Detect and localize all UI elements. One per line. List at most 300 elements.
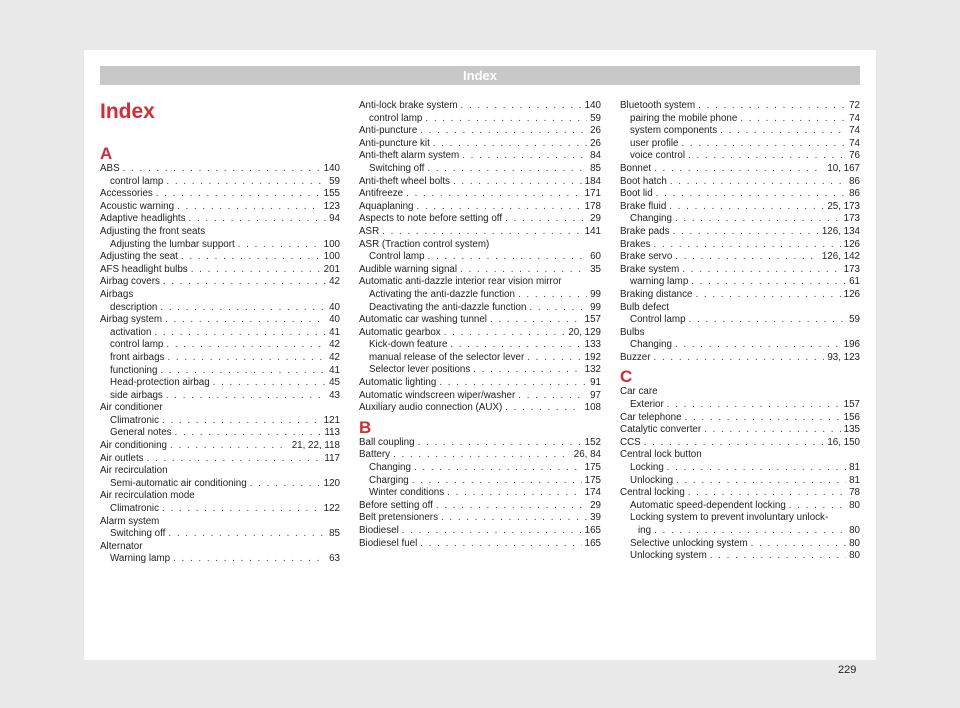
dot-leader: [406, 188, 582, 201]
dot-leader: [170, 440, 289, 453]
entry-term: warning lamp: [630, 276, 689, 288]
entry-term: Brakes: [620, 238, 651, 250]
entry-term: Climatronic: [110, 414, 159, 426]
entry-term: Climatronic: [110, 503, 159, 515]
entry-term: Bonnet: [620, 162, 652, 174]
index-entry: [359, 538, 601, 551]
entry-term: Anti-theft alarm system: [359, 150, 460, 162]
entry-page-ref: 132: [584, 364, 601, 376]
dot-leader: [177, 201, 321, 214]
dot-leader: [238, 239, 321, 252]
index-entry: [100, 201, 340, 214]
dot-leader: [444, 327, 566, 340]
dot-leader: [123, 163, 321, 176]
index-entry: [620, 264, 860, 277]
entry-term: description: [110, 301, 158, 313]
entry-term: Selective unlocking system: [630, 537, 748, 549]
entry-term: Charging: [369, 474, 409, 486]
entry-page-ref: 175: [584, 462, 601, 474]
dot-leader: [420, 538, 581, 551]
dot-leader: [189, 213, 327, 226]
entry-page-ref: 135: [843, 424, 860, 436]
dot-leader: [644, 437, 825, 450]
dot-leader: [654, 525, 846, 538]
dot-leader: [175, 427, 322, 440]
entry-term: ASR (Traction control system): [359, 238, 490, 250]
index-entry: [620, 163, 860, 176]
entry-page-ref: 117: [324, 452, 340, 464]
entry-page-ref: 175: [584, 474, 601, 486]
entry-page-ref: 165: [584, 525, 601, 536]
entry-term: Aspects to note before setting off: [359, 213, 503, 225]
entry-page-ref: 40: [329, 314, 340, 326]
index-entry: [620, 289, 860, 302]
dot-leader: [688, 150, 846, 163]
dot-leader: [436, 500, 587, 513]
entry-page-ref: 196: [843, 339, 860, 351]
dot-leader: [667, 462, 846, 475]
entry-page-ref: 99: [590, 301, 601, 313]
entry-page-ref: 157: [843, 399, 860, 411]
index-entry: [620, 386, 860, 399]
index-column-1: [100, 141, 340, 566]
index-entry: [359, 264, 601, 277]
dot-leader: [698, 100, 846, 113]
index-entry: [100, 415, 340, 428]
entry-term: Anti-puncture: [359, 125, 418, 137]
entry-page-ref: 76: [849, 150, 860, 162]
dot-leader: [412, 475, 582, 488]
index-entry: [359, 500, 601, 513]
entry-page-ref: 108: [584, 402, 601, 414]
index-entry: [100, 327, 340, 340]
entry-term: Brake fluid: [620, 200, 667, 212]
entry-term: Deactivating the anti-dazzle function: [369, 301, 527, 313]
dot-leader: [428, 251, 588, 264]
entry-page-ref: 60: [590, 251, 601, 263]
entry-page-ref: 72: [849, 100, 860, 111]
entry-page-ref: 29: [590, 499, 601, 511]
entry-term: Braking distance: [620, 288, 693, 300]
entry-page-ref: 141: [584, 225, 601, 237]
entry-term: Semi-automatic air conditioning: [110, 477, 247, 489]
entry-page-ref: 174: [584, 487, 601, 499]
entry-term: Airbag system: [100, 314, 163, 326]
entry-term: Boot lid: [620, 188, 653, 200]
dot-leader: [462, 150, 587, 163]
entry-term: Warning lamp: [110, 553, 171, 565]
index-entry: [620, 113, 860, 126]
dot-leader: [147, 453, 322, 466]
index-entry: [359, 201, 601, 214]
entry-page-ref: 45: [329, 377, 340, 389]
index-entry: [100, 490, 340, 503]
entry-page-ref: 41: [329, 326, 340, 338]
dot-leader: [168, 528, 326, 541]
dot-leader: [402, 525, 582, 538]
entry-page-ref: 91: [590, 377, 601, 389]
index-entry: [100, 390, 340, 403]
index-entry: [359, 364, 601, 377]
entry-term: Central locking: [620, 487, 685, 499]
entry-term: Activating the anti-dazzle function: [369, 288, 515, 300]
entry-term: Acoustic warning: [100, 200, 175, 212]
index-entry: [100, 239, 340, 252]
entry-page-ref: 173: [843, 213, 860, 225]
dot-leader: [181, 251, 321, 264]
entry-page-ref: 81: [849, 474, 860, 486]
entry-term: control lamp: [110, 339, 164, 351]
entry-term: Biodiesel: [359, 525, 399, 536]
dot-leader: [751, 538, 846, 551]
entry-term: Auxiliary audio connection (AUX): [359, 402, 503, 414]
entry-term: Boot hatch: [620, 175, 667, 187]
index-entry: [620, 352, 860, 365]
index-entry: [100, 251, 340, 264]
index-entry: [100, 365, 340, 378]
entry-page-ref: 84: [590, 150, 601, 162]
index-entry: [620, 487, 860, 500]
dot-leader: [675, 251, 819, 264]
entry-page-ref: 74: [849, 137, 860, 149]
entry-page-ref: 126, 142: [821, 251, 860, 263]
index-entry: [100, 427, 340, 440]
entry-term: Airbags: [100, 288, 134, 300]
index-entry: [359, 100, 601, 113]
entry-page-ref: 61: [849, 276, 860, 288]
entry-term: Brake servo: [620, 251, 673, 263]
entry-term: Air recirculation: [100, 465, 168, 477]
entry-term: Alarm system: [100, 515, 160, 527]
index-entry: [100, 352, 340, 365]
index-entry: [100, 276, 340, 289]
entry-term: Automatic speed-dependent locking: [630, 499, 786, 511]
dot-leader: [676, 475, 846, 488]
entry-term: Switching off: [369, 162, 425, 174]
entry-page-ref: 126: [843, 288, 860, 300]
index-entry: [620, 302, 860, 315]
dot-leader: [453, 176, 582, 189]
index-letter-heading: A: [100, 144, 113, 163]
entry-page-ref: 133: [584, 339, 601, 351]
index-entry: [359, 226, 601, 239]
entry-term: Bulb defect: [620, 301, 670, 313]
index-entry: [620, 512, 860, 525]
dot-leader: [518, 390, 587, 403]
entry-term: Biodiesel fuel: [359, 537, 418, 549]
dot-leader: [166, 390, 326, 403]
dot-leader: [654, 163, 824, 176]
entry-page-ref: 59: [329, 175, 340, 187]
dot-leader: [450, 339, 581, 352]
entry-term: Brake pads: [620, 225, 670, 237]
index-entry: [100, 188, 340, 201]
index-entry: [100, 516, 340, 529]
dot-leader: [505, 402, 581, 415]
entry-page-ref: 78: [849, 487, 860, 499]
entry-page-ref: 74: [849, 112, 860, 124]
entry-term: Car care: [620, 386, 658, 398]
index-entry: [359, 125, 601, 138]
entry-page-ref: 113: [324, 427, 340, 439]
header-bar: Index: [100, 66, 860, 85]
index-entry: [100, 289, 340, 302]
entry-page-ref: 156: [843, 411, 860, 423]
dot-leader: [720, 125, 846, 138]
entry-term: Adjusting the lumbar support: [110, 238, 235, 250]
dot-leader: [670, 176, 846, 189]
dot-leader: [681, 138, 846, 151]
entry-page-ref: 26, 84: [573, 449, 601, 461]
index-entry: [100, 453, 340, 466]
entry-term: Changing: [630, 213, 672, 225]
index-entry: [100, 377, 340, 390]
index-entry: [100, 302, 340, 315]
entry-page-ref: 42: [329, 339, 340, 351]
entry-page-ref: 123: [323, 200, 340, 212]
index-entry: [359, 239, 601, 252]
entry-page-ref: 140: [323, 163, 340, 174]
index-letter-heading: C: [620, 367, 633, 387]
index-entry: [620, 437, 860, 450]
dot-leader: [654, 352, 825, 365]
dot-leader: [740, 113, 846, 126]
index-entry: [620, 100, 860, 113]
entry-page-ref: 86: [849, 175, 860, 187]
dot-leader: [418, 437, 582, 450]
index-entry: [359, 475, 601, 488]
entry-page-ref: 59: [590, 112, 601, 124]
entry-term: Bulbs: [620, 326, 645, 338]
entry-page-ref: 201: [323, 263, 340, 275]
entry-page-ref: 152: [584, 436, 601, 448]
entry-term: Exterior: [630, 399, 664, 411]
entry-page-ref: 99: [590, 288, 601, 300]
index-letter-heading: B: [359, 417, 372, 437]
entry-term: Control lamp: [369, 251, 425, 263]
entry-term: system components: [630, 125, 718, 137]
index-entry: [620, 213, 860, 226]
entry-page-ref: 21, 22, 118: [291, 440, 340, 452]
dot-leader: [441, 512, 587, 525]
index-entry: [359, 289, 601, 302]
index-entry: [359, 176, 601, 189]
entry-page-ref: 157: [584, 314, 601, 326]
entry-page-ref: 26: [590, 125, 601, 137]
index-column-3: [620, 100, 860, 563]
entry-term: Adjusting the front seats: [100, 225, 206, 237]
index-entry: [100, 314, 340, 327]
entry-term: Audible warning signal: [359, 263, 458, 275]
entry-term: Central lock button: [620, 449, 702, 461]
index-entry: [100, 528, 340, 541]
entry-page-ref: 80: [849, 537, 860, 549]
index-entry: [100, 553, 340, 566]
index-entry: [620, 188, 860, 201]
entry-page-ref: 94: [329, 213, 340, 225]
index-entry: [100, 440, 340, 453]
entry-term: Kick-down feature: [369, 339, 448, 351]
entry-term: Unlocking: [630, 474, 674, 486]
entry-term: Adjusting the seat: [100, 251, 178, 263]
index-entry: [100, 478, 340, 491]
index-entry: [620, 339, 860, 352]
entry-term: Airbag covers: [100, 276, 160, 288]
entry-page-ref: 85: [590, 162, 601, 174]
page-number: 229: [838, 664, 857, 676]
index-entry: [359, 113, 601, 126]
index-entry: [359, 487, 601, 500]
dot-leader: [473, 364, 581, 377]
entry-page-ref: 42: [329, 351, 340, 363]
dot-leader: [166, 176, 326, 189]
index-entry: [620, 226, 860, 239]
index-entry: [359, 213, 601, 226]
dot-leader: [163, 276, 326, 289]
entry-term: pairing the mobile phone: [630, 112, 738, 124]
dot-leader: [414, 462, 582, 475]
dot-leader: [505, 213, 587, 226]
index-entry: [100, 402, 340, 415]
dot-leader: [527, 352, 581, 365]
index-entry: [359, 339, 601, 352]
index-entry: [620, 550, 860, 563]
index-entry: [620, 462, 860, 475]
dot-leader: [691, 276, 846, 289]
entry-term: ABS: [100, 163, 120, 174]
index-entry: [620, 525, 860, 538]
index-entry: [359, 390, 601, 403]
dot-leader: [689, 314, 847, 327]
index-entry: [620, 412, 860, 425]
dot-leader: [162, 503, 321, 516]
index-entry: [359, 138, 601, 151]
entry-term: Catalytic converter: [620, 424, 702, 436]
entry-term: Battery: [359, 449, 391, 461]
index-entry: [100, 176, 340, 189]
index-entry: [100, 503, 340, 516]
index-entry: [359, 276, 601, 289]
entry-page-ref: 26: [590, 137, 601, 149]
dot-leader: [654, 239, 841, 252]
entry-page-ref: 16, 150: [827, 436, 860, 448]
dot-leader: [156, 188, 321, 201]
index-entry: [620, 150, 860, 163]
entry-term: Anti-puncture kit: [359, 137, 430, 149]
index-entry: [359, 163, 601, 176]
entry-term: Automatic car washing tunnel: [359, 314, 487, 326]
index-entry: [620, 138, 860, 151]
entry-page-ref: 155: [323, 188, 340, 200]
dot-leader: [529, 302, 587, 315]
entry-term: Air conditioner: [100, 402, 163, 414]
entry-page-ref: 59: [849, 314, 860, 326]
entry-term: side airbags: [110, 389, 163, 401]
entry-page-ref: 192: [584, 351, 601, 363]
index-entry: [620, 201, 860, 214]
entry-page-ref: 126: [843, 238, 860, 250]
entry-term: Car telephone: [620, 411, 682, 423]
dot-leader: [166, 339, 326, 352]
entry-term: Automatic anti-dazzle interior rear vision mirror: [359, 276, 562, 288]
entry-page-ref: 100: [323, 251, 340, 263]
dot-leader: [789, 500, 846, 513]
index-entry: [359, 402, 601, 415]
index-entry: [359, 437, 601, 450]
entry-term: Automatic windscreen wiper/washer: [359, 389, 516, 401]
dot-leader: [461, 100, 582, 113]
dot-leader: [460, 264, 587, 277]
index-entry: [359, 352, 601, 365]
entry-term: Changing: [369, 462, 411, 474]
entry-page-ref: 80: [849, 499, 860, 511]
entry-term: Unlocking system: [630, 550, 707, 562]
index-entry: [620, 251, 860, 264]
entry-term: Changing: [630, 339, 672, 351]
dot-leader: [669, 201, 824, 214]
index-entry: [100, 213, 340, 226]
entry-term: Selector lever positions: [369, 364, 471, 376]
dot-leader: [675, 213, 841, 226]
entry-page-ref: 120: [323, 477, 340, 489]
entry-page-ref: 86: [849, 188, 860, 200]
entry-page-ref: 20, 129: [568, 326, 601, 338]
dot-leader: [393, 449, 571, 462]
entry-page-ref: 173: [843, 263, 860, 275]
entry-page-ref: 97: [590, 389, 601, 401]
entry-term: control lamp: [369, 112, 423, 124]
index-entry: [100, 264, 340, 277]
entry-term: Brake system: [620, 263, 680, 275]
dot-leader: [685, 412, 841, 425]
dot-leader: [682, 264, 840, 277]
entry-page-ref: 80: [849, 525, 860, 536]
index-entry: [100, 163, 340, 176]
dot-leader: [490, 314, 582, 327]
entry-term: Air outlets: [100, 452, 144, 464]
dot-leader: [518, 289, 587, 302]
index-entry: [100, 339, 340, 352]
index-entry: [359, 188, 601, 201]
entry-term: Air conditioning: [100, 440, 167, 452]
entry-term: Switching off: [110, 528, 166, 540]
entry-term: Ball coupling: [359, 436, 415, 448]
index-entry: [359, 251, 601, 264]
entry-page-ref: 93, 123: [827, 351, 860, 363]
entry-term: AFS headlight bulbs: [100, 263, 188, 275]
entry-page-ref: 29: [590, 213, 601, 225]
dot-leader: [191, 264, 321, 277]
entry-term: Bluetooth system: [620, 100, 696, 111]
entry-term: Belt pretensioners: [359, 512, 438, 524]
dot-leader: [673, 226, 819, 239]
entry-term: manual release of the selector lever: [369, 351, 525, 363]
index-entry: [620, 314, 860, 327]
dot-leader: [425, 113, 587, 126]
entry-page-ref: 178: [584, 200, 601, 212]
entry-term: functioning: [110, 364, 158, 376]
dot-leader: [250, 478, 321, 491]
dot-leader: [154, 327, 326, 340]
entry-term: control lamp: [110, 175, 164, 187]
index-entry: [359, 449, 601, 462]
entry-term: Locking: [630, 462, 664, 474]
entry-page-ref: 35: [590, 263, 601, 275]
index-entry: [359, 377, 601, 390]
index-entry: [359, 302, 601, 315]
entry-page-ref: 80: [849, 550, 860, 562]
entry-term: Anti-lock brake system: [359, 100, 458, 111]
